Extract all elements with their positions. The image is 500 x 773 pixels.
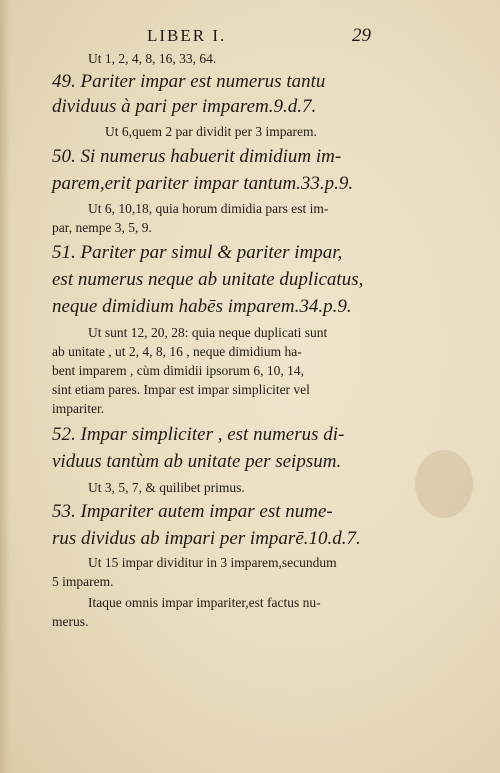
definition-line: viduus tantùm ab unitate per seipsum. [52, 451, 342, 472]
text-line: Itaque omnis impar impariter,est factus nu- [88, 595, 321, 610]
page-number: 29 [352, 25, 371, 46]
definition-line: neque dimidium habēs imparem.34.p.9. [52, 296, 352, 317]
text-line: Ut 1, 2, 4, 8, 16, 33, 64. [88, 51, 217, 66]
text-line: merus. [52, 614, 89, 629]
definition-line: rus dividus ab impari per imparē.10.d.7. [52, 528, 361, 549]
definition-line: 52. Impar simpliciter , est numerus di- [52, 424, 345, 445]
running-head: LIBER I. [147, 26, 227, 45]
text-line: 5 imparem. [52, 574, 114, 589]
text-line: Ut 6,quem 2 par dividit per 3 imparem. [105, 124, 317, 139]
paper-stain [415, 450, 473, 518]
definition-line: 51. Pariter par simul & pariter impar, [52, 242, 343, 263]
definition-line: dividuus à pari per imparem.9.d.7. [52, 96, 317, 117]
definition-line: 53. Impariter autem impar est nume- [52, 501, 333, 522]
text-line: ab unitate , ut 2, 4, 8, 16 , neque dimidium ha- [52, 344, 302, 359]
page-header [0, 26, 500, 50]
text-line: bent imparem , cùm dimidii ipsorum 6, 10, 14, [52, 363, 304, 378]
text-line: Ut sunt 12, 20, 28: quia neque duplicati sunt [88, 325, 328, 340]
definition-line: parem,erit pariter impar tantum.33.p.9. [52, 173, 354, 194]
definition-line: est numerus neque ab unitate duplicatus, [52, 269, 364, 290]
text-line: Ut 15 impar dividitur in 3 imparem,secundum [88, 555, 337, 570]
text-line: par, nempe 3, 5, 9. [52, 220, 152, 235]
text-line: impariter. [52, 401, 105, 416]
text-line: sint etiam pares. Impar est impar simpliciter vel [52, 382, 310, 397]
definition-line: 49. Pariter impar est numerus tantu [52, 71, 326, 92]
definition-line: 50. Si numerus habuerit dimidium im- [52, 146, 342, 167]
text-line: Ut 3, 5, 7, & quilibet primus. [88, 480, 245, 495]
text-line: Ut 6, 10,18, quia horum dimidia pars est im- [88, 201, 329, 216]
page-edge-shadow [0, 0, 10, 773]
